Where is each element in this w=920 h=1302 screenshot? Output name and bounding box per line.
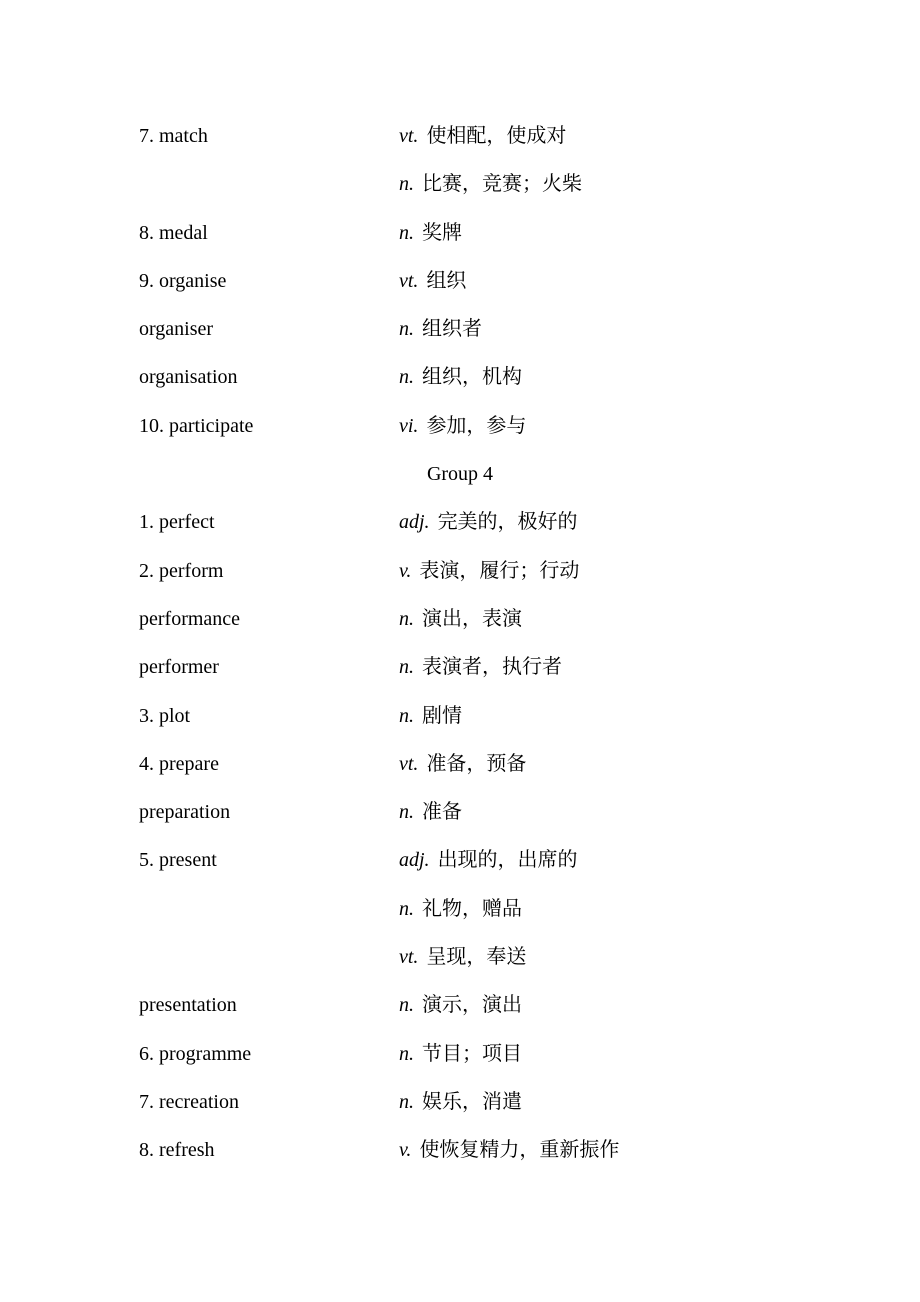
vocab-term: preparation — [139, 801, 231, 824]
meaning: 剧情 — [422, 704, 462, 727]
part-of-speech: n. — [399, 994, 414, 1017]
meaning: 奖牌 — [422, 221, 462, 244]
part-of-speech: n. — [399, 366, 414, 389]
vocab-definition — [399, 595, 522, 643]
vocab-term: 2. perform — [139, 559, 224, 582]
vocab-definition — [399, 305, 482, 353]
vocab-definition — [399, 981, 522, 1029]
meaning: 呈现，奉送 — [426, 946, 527, 969]
vocab-entry — [0, 160, 920, 208]
meaning: 演示，演出 — [422, 994, 522, 1017]
vocab-term: performance — [139, 607, 241, 630]
vocab-definition — [399, 1078, 522, 1126]
vocab-term: performer — [139, 656, 219, 679]
part-of-speech: adj. — [399, 849, 430, 872]
vocab-entry — [0, 353, 920, 401]
part-of-speech: n. — [399, 897, 414, 920]
vocab-definition — [399, 498, 578, 546]
meaning: 娱乐，消遣 — [422, 1090, 522, 1113]
vocab-entry — [0, 836, 920, 884]
meaning: 参加，参与 — [426, 414, 527, 437]
vocab-term: organiser — [139, 318, 214, 341]
part-of-speech: vi. — [399, 414, 419, 437]
vocab-definition — [399, 402, 526, 450]
meaning: 使相配，使成对 — [426, 125, 567, 147]
part-of-speech: n. — [399, 704, 414, 727]
part-of-speech: n. — [399, 1090, 414, 1113]
meaning: 比赛，竞赛；火柴 — [422, 173, 582, 196]
vocab-definition — [399, 353, 522, 401]
part-of-speech: v. — [399, 1139, 412, 1162]
meaning: 组织 — [426, 269, 467, 292]
vocab-entry — [0, 740, 920, 788]
vocab-entry — [0, 595, 920, 643]
meaning: 准备 — [422, 801, 462, 824]
vocab-entry — [0, 402, 920, 450]
vocab-entry — [0, 547, 920, 595]
vocab-term: 1. perfect — [139, 511, 215, 534]
vocab-entry — [0, 1030, 920, 1078]
vocab-definition — [399, 1126, 619, 1174]
vocab-term: 7. match — [139, 125, 208, 147]
meaning: 礼物，赠品 — [422, 897, 522, 920]
vocab-entry — [0, 209, 920, 257]
group-heading-row — [0, 450, 920, 498]
vocab-definition — [399, 692, 462, 740]
part-of-speech: n. — [399, 173, 414, 196]
vocab-entry — [0, 692, 920, 740]
vocab-term: presentation — [139, 994, 237, 1017]
part-of-speech: n. — [399, 1042, 414, 1065]
meaning: 出现的，出席的 — [437, 849, 578, 872]
vocab-term: 10. participate — [139, 414, 254, 437]
vocab-entry — [0, 112, 920, 160]
vocab-definition — [399, 209, 462, 257]
part-of-speech: n. — [399, 607, 414, 630]
part-of-speech: n. — [399, 221, 414, 244]
group-heading: Group 4 — [426, 463, 494, 486]
vocab-term: 9. organise — [139, 269, 227, 292]
vocab-definition — [399, 257, 466, 305]
vocab-term: 3. plot — [139, 704, 191, 727]
vocab-entry — [0, 788, 920, 836]
vocab-term: 8. refresh — [139, 1139, 215, 1162]
vocab-term: 4. prepare — [139, 752, 219, 775]
vocab-entry — [0, 885, 920, 933]
vocab-definition — [399, 788, 462, 836]
vocab-term: 8. medal — [139, 221, 208, 244]
vocab-definition — [399, 836, 578, 884]
meaning: 节目；项目 — [422, 1042, 522, 1065]
meaning: 完美的，极好的 — [437, 511, 578, 534]
vocab-entry — [0, 933, 920, 981]
vocab-term: 7. recreation — [139, 1090, 239, 1113]
meaning: 使恢复精力，重新振作 — [419, 1139, 620, 1162]
vocab-definition — [399, 1030, 522, 1078]
vocab-entry — [0, 305, 920, 353]
meaning: 表演，履行；行动 — [419, 559, 580, 582]
vocab-term: 5. present — [139, 849, 217, 872]
part-of-speech: v. — [399, 559, 412, 582]
meaning: 准备，预备 — [426, 752, 527, 775]
vocab-entry — [0, 1078, 920, 1126]
part-of-speech: vt. — [399, 946, 419, 969]
vocab-definition — [399, 643, 562, 691]
vocab-term: organisation — [139, 366, 238, 389]
part-of-speech: vt. — [399, 752, 419, 775]
meaning: 演出，表演 — [422, 607, 522, 630]
vocab-entry — [0, 1126, 920, 1174]
part-of-speech: vt. — [399, 269, 419, 292]
vocab-definition — [399, 885, 522, 933]
vocab-definition — [399, 933, 526, 981]
part-of-speech: vt. — [399, 125, 419, 147]
vocab-definition — [399, 547, 579, 595]
vocab-definition — [399, 740, 526, 788]
meaning: 组织者 — [422, 318, 482, 341]
vocab-entry — [0, 981, 920, 1029]
vocab-entry — [0, 257, 920, 305]
vocab-definition — [399, 160, 582, 208]
vocab-entry — [0, 643, 920, 691]
vocabulary-list — [0, 112, 920, 1175]
vocab-entry — [0, 498, 920, 546]
meaning: 表演者，执行者 — [422, 656, 562, 679]
vocab-definition — [399, 112, 566, 160]
part-of-speech: n. — [399, 801, 414, 824]
part-of-speech: adj. — [399, 511, 430, 534]
vocab-term: 6. programme — [139, 1042, 252, 1065]
part-of-speech: n. — [399, 318, 414, 341]
meaning: 组织，机构 — [422, 366, 522, 389]
part-of-speech: n. — [399, 656, 414, 679]
